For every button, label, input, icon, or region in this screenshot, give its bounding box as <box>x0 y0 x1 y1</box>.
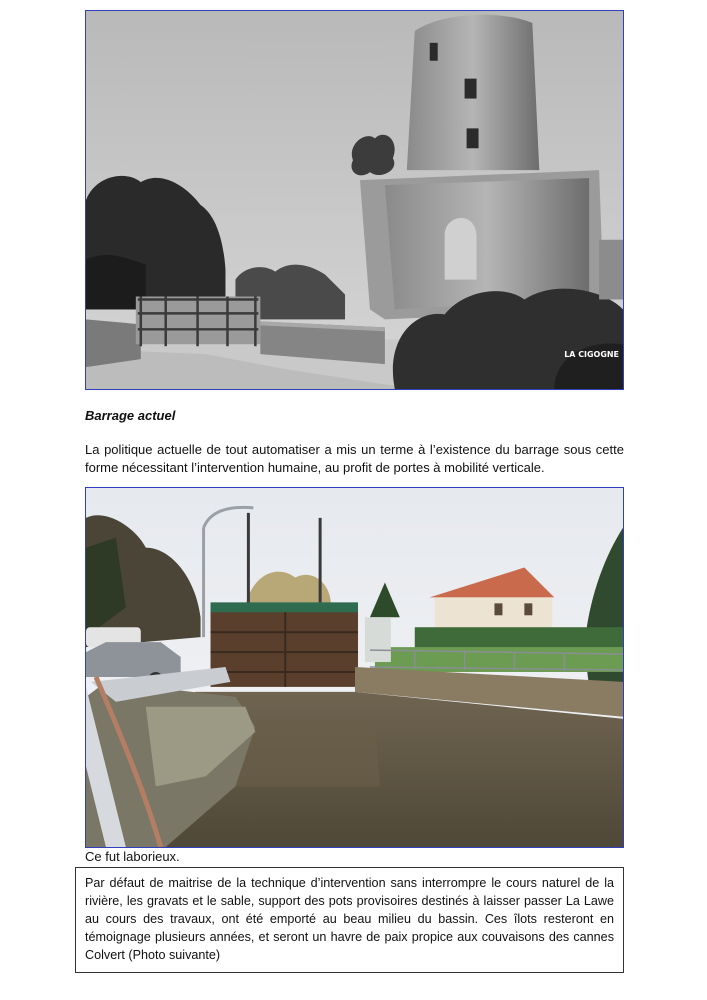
historic-dam-illustration <box>86 11 623 389</box>
photo-caption: Ce fut laborieux. <box>85 849 180 864</box>
boxed-note: Par défaut de maitrise de la technique d’intervention sans interrompre le cours naturel de la rivière, les gravats et le sable, support des pots provisoires destinés à laisser passer La Lawe au cours des travaux, ont été emporté au beau milieu du bassin. Ces îlots resteront en témoignage plusieurs années, et seront un havre de paix propice aux couvaisons des cannes Colvert (Photo suivante) <box>75 867 624 973</box>
modern-dam-photo <box>85 487 624 848</box>
section-title: Barrage actuel <box>85 408 176 423</box>
watermark: LA CIGOGNE <box>564 350 619 360</box>
historic-dam-photo <box>85 10 624 390</box>
section-paragraph: La politique actuelle de tout automatiser a mis un terme à l’existence du barrage sous cette forme nécessitant l’intervention humaine, au profit de portes à mobilité verticale. <box>85 442 624 475</box>
modern-dam-illustration <box>86 488 623 847</box>
